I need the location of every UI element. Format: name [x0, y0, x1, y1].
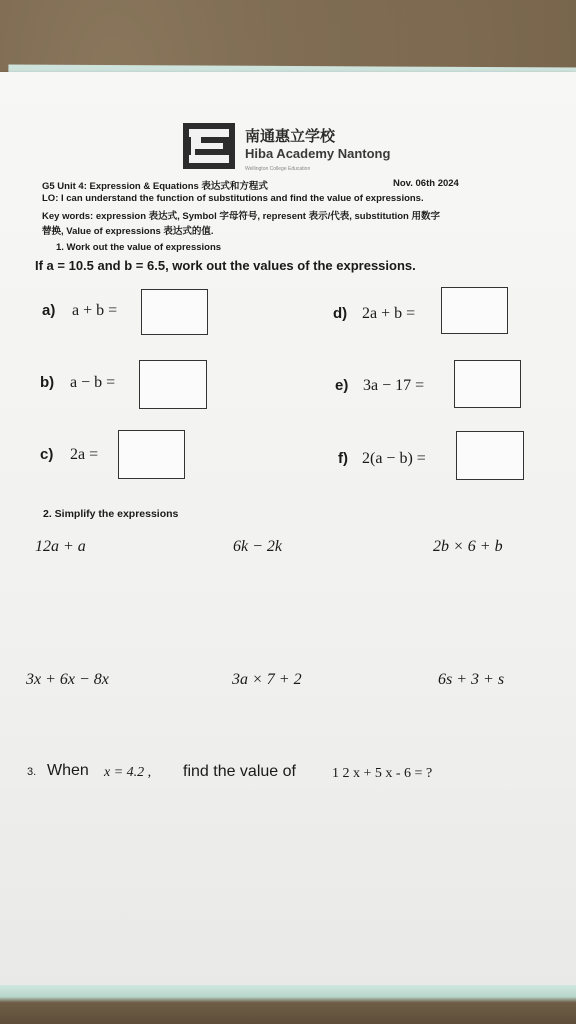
bottom-edge [0, 985, 576, 1024]
answer-box-c[interactable] [118, 430, 185, 479]
simplify-item-2: 6k − 2k [233, 538, 282, 555]
question-c-expression: 2a = [70, 446, 99, 463]
school-logo [183, 123, 235, 169]
school-logo-icon [183, 123, 235, 169]
question-f-expression: 2(a − b) = [362, 450, 426, 467]
school-name-chinese: 南通惠立学校 [245, 127, 336, 145]
answer-box-b[interactable] [139, 360, 207, 409]
learning-objective: LO: I can understand the function of substitutions and find the value of expressions. [42, 193, 424, 204]
section1-title: 1. Work out the value of expressions [56, 242, 222, 253]
question-b-label: b) [40, 374, 55, 391]
simplify-item-1: 12a + a [35, 538, 86, 555]
simplify-item-6: 6s + 3 + s [438, 671, 505, 688]
section3-when: When [47, 762, 89, 779]
simplify-item-3: 2b × 6 + b [433, 538, 503, 555]
question-b-expression: a − b = [70, 374, 116, 391]
answer-box-a[interactable] [141, 289, 208, 335]
question-f-label: f) [338, 450, 348, 467]
answer-box-f[interactable] [456, 431, 524, 480]
section3-number: 3. [27, 766, 37, 778]
question-a-expression: a + b = [72, 302, 118, 319]
section3-expression: 1 2 x + 5 x - 6 = ? [332, 766, 433, 781]
simplify-item-4: 3x + 6x − 8x [26, 671, 109, 688]
question-d-expression: 2a + b = [362, 305, 416, 322]
answer-box-d[interactable] [441, 287, 508, 334]
section3-condition: x = 4.2 , [104, 765, 152, 780]
answer-box-e[interactable] [454, 360, 521, 408]
question-d-label: d) [333, 305, 348, 322]
question-c-label: c) [40, 446, 54, 463]
unit-title: G5 Unit 4: Expression & Equations 表达式和方程式 [42, 181, 268, 192]
section2-title: 2. Simplify the expressions [43, 508, 179, 520]
keywords-line-2: 替换, Value of expressions 表达式的值. [42, 226, 214, 237]
school-name-english: Hiba Academy Nantong [245, 146, 391, 161]
school-subtitle: Wellington College Education [245, 166, 311, 172]
section1-given-values: If a = 10.5 and b = 6.5, work out the values of the expressions. [35, 258, 416, 273]
keywords-line-1: Key words: expression 表达式, Symbol 字母符号, represent 表示/代表, substitution 用数字 [42, 211, 441, 222]
simplify-item-5: 3a × 7 + 2 [232, 671, 302, 688]
question-a-label: a) [42, 302, 56, 319]
question-e-expression: 3a − 17 = [363, 377, 425, 394]
question-e-label: e) [335, 377, 349, 394]
section3-instruction: find the value of [183, 763, 296, 780]
worksheet-date: Nov. 06th 2024 [393, 178, 459, 189]
